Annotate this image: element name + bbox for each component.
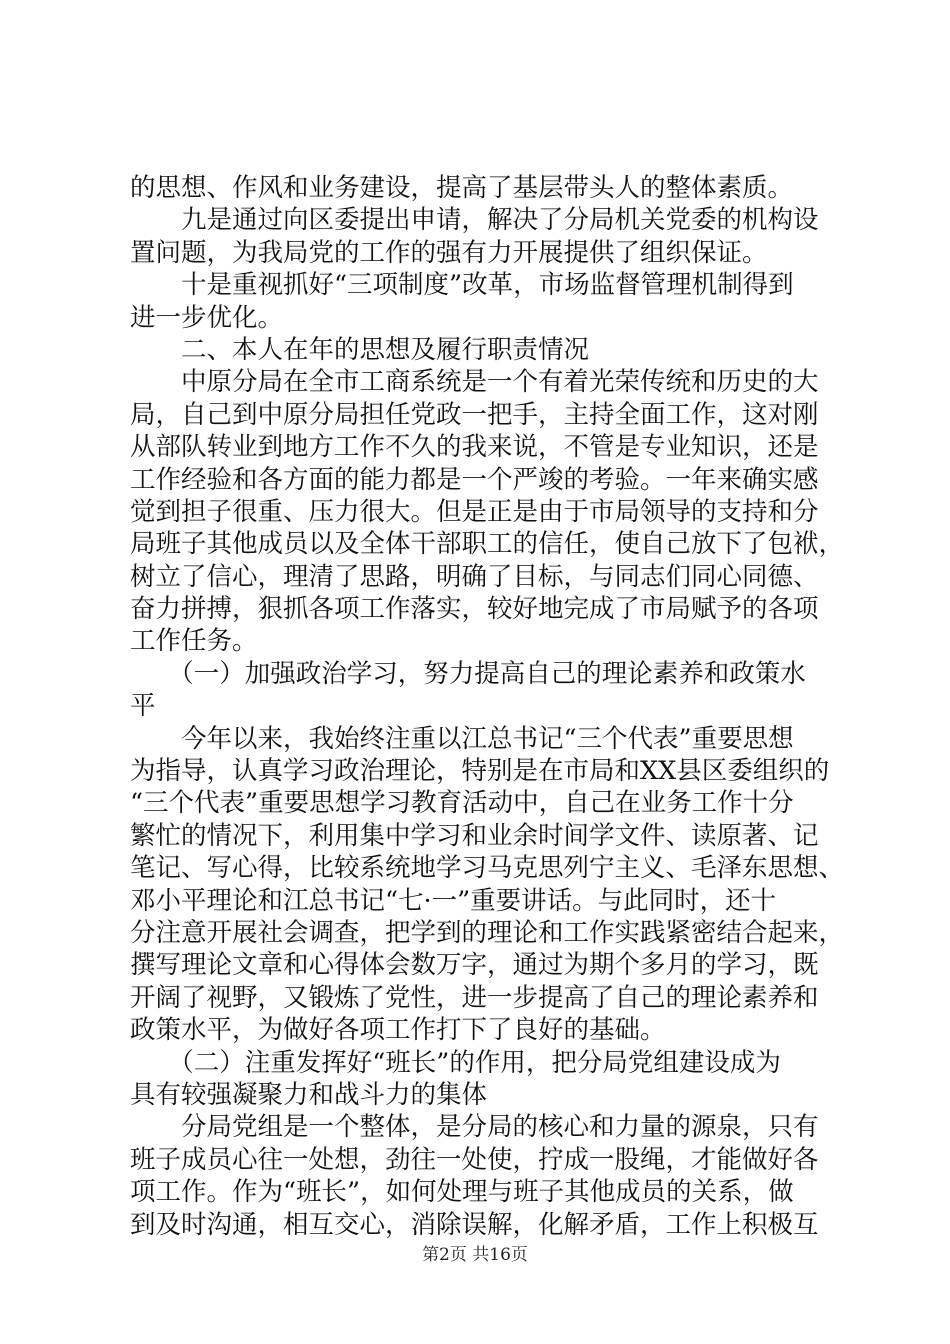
text-line: 开阔了视野，又锻炼了党性，进一步提高了自己的理论素养和 xyxy=(130,982,819,1013)
text-line: 九是通过向区委提出申请，解决了分局机关党委的机构设 xyxy=(130,205,819,236)
text-line: 繁忙的情况下，利用集中学习和业余时间学文件、读原著、记 xyxy=(130,820,819,851)
subsection-heading: 平 xyxy=(130,691,156,722)
text-line: 置问题，为我局党的工作的强有力开展提供了组织保证。 xyxy=(130,237,768,268)
text-line: 进一步优化。 xyxy=(130,302,284,333)
text-line: 的思想、作风和业务建设，提高了基层带头人的整体素质。 xyxy=(130,173,794,203)
text-line: 政策水平，为做好各项工作打下了良好的基础。 xyxy=(130,1015,666,1046)
text-line: 到及时沟通，相互交心，消除误解，化解矛盾，工作上积极互 xyxy=(130,1209,819,1240)
text-line: 撰写理论文章和心得体会数万字，通过为期个多月的学习，既 xyxy=(130,950,819,981)
text-line: 邓小平理论和江总书记“七·一”重要讲话。与此同时，还十 xyxy=(130,885,777,916)
text-line: 为指导，认真学习政治理论，特别是在市局和XX县区委组织的 xyxy=(130,756,830,787)
subsection-heading: （二）注重发挥好“班长”的作用，把分局党组建设成为 xyxy=(130,1047,781,1078)
text-line: 分注意开展社会调查，把学到的理论和工作实践紧密结合起来， xyxy=(130,917,845,948)
text-line: 分局党组是一个整体，是分局的核心和力量的源泉，只有 xyxy=(130,1112,819,1143)
text-line: 笔记、写心得，比较系统地学习马克思列宁主义、毛泽东思想、 xyxy=(130,853,845,884)
text-line: 班子成员心往一处想，劲往一处使，拧成一股绳，才能做好各 xyxy=(130,1144,819,1175)
text-line: 树立了信心，理清了思路，明确了目标，与同志们同心同德、 xyxy=(130,561,819,592)
text-line: 觉到担子很重、压力很大。但是正是由于市局领导的支持和分 xyxy=(130,496,819,527)
text-line: 工作任务。 xyxy=(130,626,258,657)
text-line: 今年以来，我始终注重以江总书记“三个代表”重要思想 xyxy=(130,723,794,754)
text-line: 局，自己到中原分局担任党政一把手，主持全面工作，这对刚 xyxy=(130,399,819,430)
section-heading: 二、本人在年的思想及履行职责情况 xyxy=(130,334,590,365)
text-line: 项工作。作为“班长”，如何处理与班子其他成员的关系，做 xyxy=(130,1177,794,1208)
text-line: 从部队转业到地方工作不久的我来说，不管是专业知识，还是 xyxy=(130,432,819,463)
text-line: 局班子其他成员以及全体干部职工的信任，使自己放下了包袱， xyxy=(130,529,845,560)
document-body xyxy=(130,172,845,1241)
page-number-footer: 第2页 共16页 xyxy=(422,1245,528,1265)
text-line: 中原分局在全市工商系统是一个有着光荣传统和历史的大 xyxy=(130,367,819,398)
text-line: “三个代表”重要思想学习教育活动中，自己在业务工作十分 xyxy=(130,788,794,819)
text-line: 十是重视抓好“三项制度”改革，市场监督管理机制得到 xyxy=(130,270,794,301)
subsection-heading: （一）加强政治学习，努力提高自己的理论素养和政策水 xyxy=(130,658,806,689)
text-line: 工作经验和各方面的能力都是一个严竣的考验。一年来确实感 xyxy=(130,464,819,495)
text-line: 奋力拼搏，狠抓各项工作落实，较好地完成了市局赋予的各项 xyxy=(130,594,819,625)
subsection-heading: 具有较强凝聚力和战斗力的集体 xyxy=(130,1079,488,1110)
